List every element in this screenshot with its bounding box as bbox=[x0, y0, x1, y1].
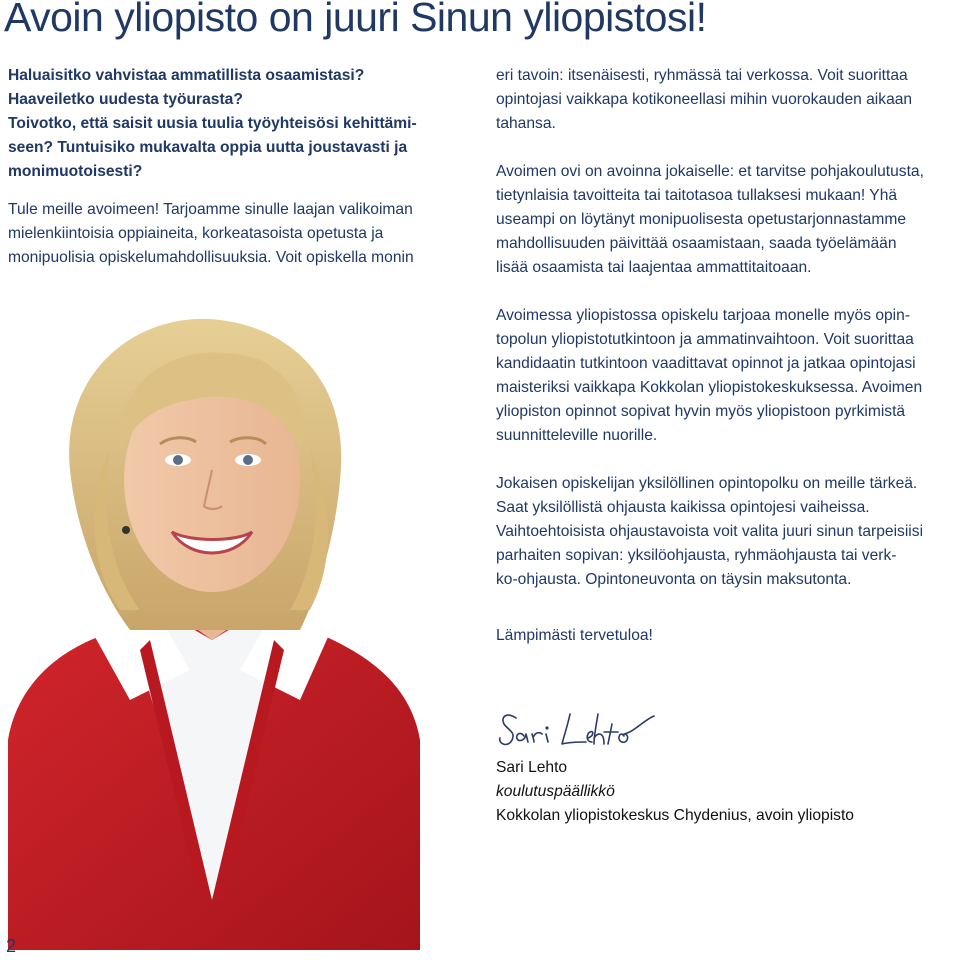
text-line: Saat yksilöllistä ohjausta kaikissa opintojesi vaiheissa. bbox=[496, 499, 870, 516]
text-line: tietynlaisia tavoitteita tai taitotasoa tullaksesi mukaan! Yhä bbox=[496, 187, 898, 204]
right-paragraph-1 bbox=[496, 64, 958, 136]
text-line: parhaiten sopivan: yksilöohjausta, ryhmäohjausta tai verk- bbox=[496, 547, 897, 564]
text-line: lisää osaamista tai laajentaa ammattitaitoaan. bbox=[496, 259, 812, 276]
text-line: ko-ohjausta. Opintoneuvonta on täysin maksutonta. bbox=[496, 571, 852, 588]
welcome-text: Lämpimästi tervetuloa! bbox=[496, 627, 653, 644]
signer-role: koulutuspäällikkö bbox=[496, 783, 615, 800]
text-line: Tule meille avoimeen! Tarjoamme sinulle laajan valikoiman bbox=[8, 201, 413, 218]
signature-block bbox=[496, 756, 936, 828]
intro-line: monimuotoisesti? bbox=[8, 163, 143, 180]
page-number: 2 bbox=[6, 936, 17, 956]
text-line: maisteriksi vaikkapa Kokkolan yliopistokeskuksessa. Avoimen bbox=[496, 379, 923, 396]
right-column bbox=[496, 64, 958, 648]
text-line: mahdollisuuden päivittää osaamistaan, saada työelämään bbox=[496, 235, 897, 252]
text-line: Avoimen ovi on avoinna jokaiselle: et tarvitse pohjakoulutusta, bbox=[496, 163, 924, 180]
text-line: useampi on löytänyt monipuolisesta opetustarjonnastamme bbox=[496, 211, 906, 228]
portrait-photo bbox=[0, 310, 432, 950]
right-paragraph-2 bbox=[496, 160, 958, 280]
right-paragraph-4 bbox=[496, 472, 958, 592]
text-line: Avoimessa yliopistossa opiskelu tarjoaa monelle myös opin- bbox=[496, 307, 911, 324]
text-line: Jokaisen opiskelijan yksilöllinen opintopolku on meille tärkeä. bbox=[496, 475, 918, 492]
text-line: suunnitteleville nuorille. bbox=[496, 427, 658, 444]
text-line: eri tavoin: itsenäisesti, ryhmässä tai verkossa. Voit suorittaa bbox=[496, 67, 908, 84]
text-line: tahansa. bbox=[496, 115, 556, 132]
text-line: yliopiston opinnot sopivat hyvin myös yliopistoon pyrkimistä bbox=[496, 403, 906, 420]
page-title: Avoin yliopisto on juuri Sinun yliopistosi! bbox=[4, 0, 707, 40]
intro-line: Haluaisitko vahvistaa ammatillista osaamistasi? bbox=[8, 67, 365, 84]
signer-name: Sari Lehto bbox=[496, 759, 568, 776]
intro-line: Haaveiletko uudesta työurasta? bbox=[8, 91, 243, 108]
intro-line: seen? Tuntuisiko mukavalta oppia uutta joustavasti ja bbox=[8, 139, 408, 156]
text-line: monipuolisia opiskelumahdollisuuksia. Voit opiskella monin bbox=[8, 249, 414, 266]
signer-organization: Kokkolan yliopistokeskus Chydenius, avoin yliopisto bbox=[496, 807, 854, 824]
text-line: topolun yliopistotutkintoon ja ammatinvaihtoon. Voit suorittaa bbox=[496, 331, 914, 348]
left-paragraph-2 bbox=[8, 198, 448, 270]
right-paragraph-3 bbox=[496, 304, 958, 448]
intro-paragraph bbox=[8, 64, 448, 184]
text-line: mielenkiintoisia oppiaineita, korkeatasoista opetusta ja bbox=[8, 225, 384, 242]
intro-line: Toivotko, että saisit uusia tuulia työyhteisösi kehittämi- bbox=[8, 115, 417, 132]
text-line: kandidaatin tutkintoon vaadittavat opinnot ja jatkaa opintojasi bbox=[496, 355, 916, 372]
text-line: opintojasi vaikkapa kotikoneellasi mihin vuorokauden aikaan bbox=[496, 91, 913, 108]
text-line: Vaihtoehtoisista ohjaustavoista voit valita juuri sinun tarpeisiisi bbox=[496, 523, 924, 540]
handwritten-signature bbox=[494, 700, 674, 756]
left-column bbox=[8, 64, 448, 284]
